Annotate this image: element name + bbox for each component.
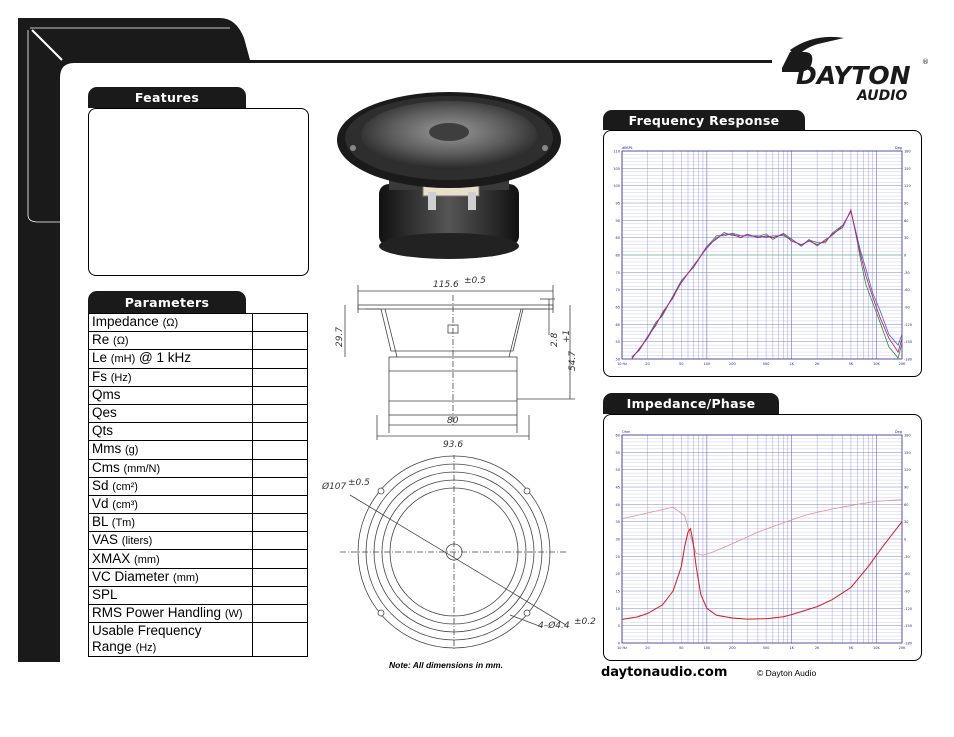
dimensions-note: Note: All dimensions in mm. <box>389 660 503 670</box>
y-left-tick: 70 <box>615 288 620 293</box>
y-right-tick: -90 <box>904 305 910 310</box>
parameter-value-cell <box>253 550 308 568</box>
y-left-tick: 35 <box>615 520 620 525</box>
parameter-row <box>89 514 308 532</box>
y-left-tick: 105 <box>613 166 620 171</box>
y-left-tick: 0 <box>617 641 620 646</box>
parameter-row <box>89 623 308 657</box>
y-left-tick: 75 <box>615 270 620 275</box>
parameter-label: BL <box>92 514 109 530</box>
y-left-tick: 60 <box>615 322 620 327</box>
parameter-unit: (W) <box>224 608 243 621</box>
y-right-tick: -120 <box>904 322 912 327</box>
parameter-unit: (Tm) <box>111 517 135 530</box>
y-right-tick: 120 <box>904 184 911 189</box>
parameter-row <box>89 568 308 586</box>
parameter-label-cell <box>89 386 253 404</box>
dayton-logo <box>774 28 934 108</box>
right-unit-label: Deg <box>894 146 902 150</box>
y-right-tick: -120 <box>904 606 912 611</box>
brand-name: DAYTON <box>796 61 911 90</box>
parameter-label-cell <box>89 514 253 532</box>
parameter-value-cell <box>253 568 308 586</box>
y-right-tick: 150 <box>904 450 911 455</box>
freq-response-panel <box>603 130 922 377</box>
y-right-tick: 180 <box>904 149 911 154</box>
parameter-label: Qes <box>92 405 117 421</box>
parameter-value-cell <box>253 404 308 422</box>
parameter-unit: (Ω) <box>113 335 129 348</box>
y-right-tick: 0 <box>904 253 907 258</box>
x-tick: 1K <box>789 362 794 366</box>
x-tick: 10 Hz <box>616 646 628 650</box>
fr-curve-red <box>632 210 902 359</box>
parameter-unit: (mm) <box>134 553 160 566</box>
parameter-unit: (mH) <box>110 353 136 366</box>
y-right-tick: 90 <box>904 485 909 490</box>
y-right-tick: -150 <box>904 340 912 345</box>
fr-curve-blue <box>632 211 902 357</box>
graph-grid <box>616 430 912 650</box>
parameter-value-cell <box>253 350 308 368</box>
y-left-tick: 10 <box>615 606 620 611</box>
x-tick: 2K <box>814 362 820 366</box>
y-right-tick: -60 <box>904 288 910 293</box>
y-right-tick: 150 <box>904 166 911 171</box>
fr-curve-green <box>632 212 902 358</box>
dim-depth: 54.7 <box>568 350 578 371</box>
dim-height: 29.7 <box>335 326 345 347</box>
parameter-value-cell <box>253 314 308 332</box>
y-left-tick: 55 <box>615 340 620 345</box>
parameter-label: SPL <box>92 586 118 602</box>
parameter-label: RMS Power Handling <box>92 605 222 621</box>
y-right-tick: -90 <box>904 589 910 594</box>
y-left-tick: 25 <box>615 554 620 559</box>
y-right-tick: 30 <box>904 520 909 525</box>
features-heading <box>88 87 246 108</box>
parameter-extra: @ 1 kHz <box>139 350 191 366</box>
parameter-value-cell <box>253 495 308 513</box>
dim-flange: 2.8 <box>550 332 560 347</box>
parameter-label-cell <box>89 350 253 368</box>
parameter-label: Re <box>92 332 110 348</box>
parameter-label-cell <box>89 550 253 568</box>
y-right-tick: -30 <box>904 270 910 275</box>
x-tick: 200 <box>729 646 736 650</box>
freq-response-heading <box>603 110 805 130</box>
parameter-label: VC Diameter <box>92 568 170 584</box>
y-right-tick: 60 <box>904 218 909 223</box>
parameter-row <box>89 386 308 404</box>
parameter-row <box>89 477 308 495</box>
parameter-value-cell <box>253 332 308 350</box>
y-left-tick: 85 <box>615 236 620 241</box>
y-right-tick: 30 <box>904 236 909 241</box>
parameter-value-cell <box>253 368 308 386</box>
x-tick: 10K <box>873 646 880 650</box>
y-right-tick: -180 <box>904 641 912 646</box>
x-tick: 50 <box>679 646 684 650</box>
dim-depth-tol: +1 <box>562 329 572 343</box>
speaker-photo <box>335 88 565 260</box>
side-dimension-drawing <box>325 275 590 450</box>
y-left-tick: 50 <box>615 468 620 473</box>
parameter-row <box>89 441 308 459</box>
parameter-value-cell <box>253 386 308 404</box>
y-left-tick: 80 <box>615 253 620 258</box>
x-tick: 500 <box>762 362 770 366</box>
dim-overall: 93.6 <box>443 440 464 450</box>
parameter-unit: (liters) <box>121 535 153 548</box>
x-tick: 10K <box>873 362 880 366</box>
dim-cutout-tol: ±0.5 <box>348 478 370 488</box>
parameter-label: Cms <box>92 459 120 475</box>
x-tick: 50 <box>679 362 684 366</box>
x-tick: 200 <box>729 362 736 366</box>
y-right-tick: 120 <box>904 468 911 473</box>
y-right-tick: 180 <box>904 433 911 438</box>
parameter-label-cell <box>89 586 253 604</box>
x-tick: 20K <box>898 362 906 366</box>
features-title: Features <box>134 90 200 105</box>
phase-curve <box>622 500 902 556</box>
impedance-panel <box>603 414 922 661</box>
parameter-label: VAS <box>92 532 119 548</box>
parameter-row <box>89 404 308 422</box>
x-tick: 100 <box>703 646 711 650</box>
parameter-value-cell <box>253 586 308 604</box>
front-dimension-drawing <box>320 455 600 655</box>
parameters-table <box>88 313 308 657</box>
dim-cutout: Ø107 <box>322 482 347 492</box>
y-left-tick: 15 <box>615 589 620 594</box>
brand-reg: ® <box>922 58 929 66</box>
parameter-unit: (Ω) <box>162 317 179 330</box>
parameter-row <box>89 332 308 350</box>
parameter-unit: (cm³) <box>112 498 138 511</box>
impedance-graph <box>604 415 921 660</box>
parameter-row <box>89 605 308 623</box>
parameter-unit: (mm) <box>173 571 199 584</box>
parameter-label: Mms <box>92 441 122 457</box>
parameter-label: Fs <box>92 368 107 384</box>
dim-width-tol: ±0.5 <box>464 276 486 286</box>
x-tick: 1K <box>789 646 794 650</box>
parameter-label-cell <box>89 404 253 422</box>
parameter-label-line1: Usable Frequency <box>92 623 202 639</box>
freq-response-graph <box>604 131 921 376</box>
y-left-tick: 65 <box>615 305 620 310</box>
y-left-tick: 5 <box>617 624 620 629</box>
parameter-value-cell <box>253 532 308 550</box>
parameter-unit: (g) <box>125 444 139 457</box>
parameter-row <box>89 459 308 477</box>
parameter-row <box>89 495 308 513</box>
parameter-row <box>89 532 308 550</box>
x-tick: 20K <box>898 646 906 650</box>
parameter-label-cell <box>89 332 253 350</box>
parameter-label: XMAX <box>92 550 131 566</box>
parameter-value-cell <box>253 477 308 495</box>
y-right-tick: 60 <box>904 502 909 507</box>
right-unit-label: Deg <box>894 430 902 434</box>
parameter-value-cell <box>253 605 308 623</box>
y-right-tick: -150 <box>904 624 912 629</box>
y-left-tick: 45 <box>615 485 620 490</box>
parameter-label: Qts <box>92 423 114 439</box>
parameter-label-cell <box>89 477 253 495</box>
y-left-tick: 110 <box>613 149 620 154</box>
parameter-label-cell <box>89 623 253 657</box>
y-left-tick: 50 <box>615 357 620 362</box>
parameters-title: Parameters <box>124 294 210 310</box>
parameter-label-cell <box>89 368 253 386</box>
y-left-tick: 40 <box>615 502 620 507</box>
dim-width: 115.6 <box>433 280 459 290</box>
y-right-tick: -180 <box>904 357 912 362</box>
parameter-label-cell <box>89 568 253 586</box>
left-unit-label: dBSPL <box>622 146 633 150</box>
y-right-tick: -60 <box>904 572 910 577</box>
parameter-value-cell <box>253 514 308 532</box>
parameter-label: Qms <box>92 386 121 402</box>
y-right-tick: -30 <box>904 554 910 559</box>
x-tick: 20 <box>645 646 650 650</box>
website-link[interactable]: daytonaudio.com <box>601 665 728 680</box>
y-left-tick: 60 <box>615 433 620 438</box>
parameter-label-cell <box>89 441 253 459</box>
y-left-tick: 20 <box>615 572 620 577</box>
impedance-title: Impedance/Phase <box>626 396 756 411</box>
parameter-row <box>89 423 308 441</box>
x-tick: 500 <box>762 646 770 650</box>
parameter-label-cell <box>89 605 253 623</box>
parameter-row <box>89 586 308 604</box>
parameter-row <box>89 314 308 332</box>
parameter-value-cell <box>253 441 308 459</box>
y-left-tick: 30 <box>615 537 620 542</box>
parameter-unit: (Hz) <box>110 371 132 384</box>
parameter-row <box>89 350 308 368</box>
x-tick: 100 <box>703 362 711 366</box>
parameter-label-cell <box>89 314 253 332</box>
parameter-label: Sd <box>92 477 109 493</box>
copyright: © Dayton Audio <box>757 668 817 678</box>
parameters-heading <box>88 291 246 313</box>
parameter-label: Vd <box>92 495 109 511</box>
y-left-tick: 95 <box>615 201 620 206</box>
parameter-unit: (mm/N) <box>123 462 161 475</box>
parameter-value-cell <box>253 423 308 441</box>
parameter-value-cell <box>253 623 308 657</box>
impedance-curve <box>622 522 902 620</box>
graph-grid <box>613 146 912 366</box>
x-tick: 20 <box>645 362 650 366</box>
y-left-tick: 90 <box>615 218 620 223</box>
x-tick: 10 Hz <box>616 362 628 366</box>
dim-magnet: 80 <box>447 416 459 426</box>
freq-response-title: Frequency Response <box>628 112 780 128</box>
parameter-label-cell <box>89 423 253 441</box>
features-box <box>88 108 309 276</box>
dim-holes-tol: ±0.2 <box>574 617 596 627</box>
y-right-tick: 90 <box>904 201 909 206</box>
x-tick: 5K <box>848 646 854 650</box>
brand-sub: AUDIO <box>857 88 908 104</box>
parameter-label: Impedance <box>92 314 159 330</box>
y-right-tick: 0 <box>904 537 907 542</box>
parameter-unit: (Hz) <box>135 642 157 655</box>
x-tick: 5K <box>848 362 854 366</box>
impedance-heading <box>603 393 779 414</box>
parameter-label-cell <box>89 532 253 550</box>
y-left-tick: 55 <box>615 450 620 455</box>
y-left-tick: 100 <box>613 184 620 189</box>
parameter-label: Le <box>92 350 108 366</box>
parameter-row <box>89 368 308 386</box>
left-unit-label: Ohm <box>622 430 631 434</box>
parameter-value-cell <box>253 459 308 477</box>
x-tick: 2K <box>814 646 820 650</box>
parameter-unit: (cm²) <box>112 480 138 493</box>
parameter-label-line2: Range <box>92 639 132 655</box>
parameter-row <box>89 550 308 568</box>
parameter-label-cell <box>89 459 253 477</box>
dim-holes: 4–Ø4.4 <box>538 621 570 631</box>
parameter-label-cell <box>89 495 253 513</box>
